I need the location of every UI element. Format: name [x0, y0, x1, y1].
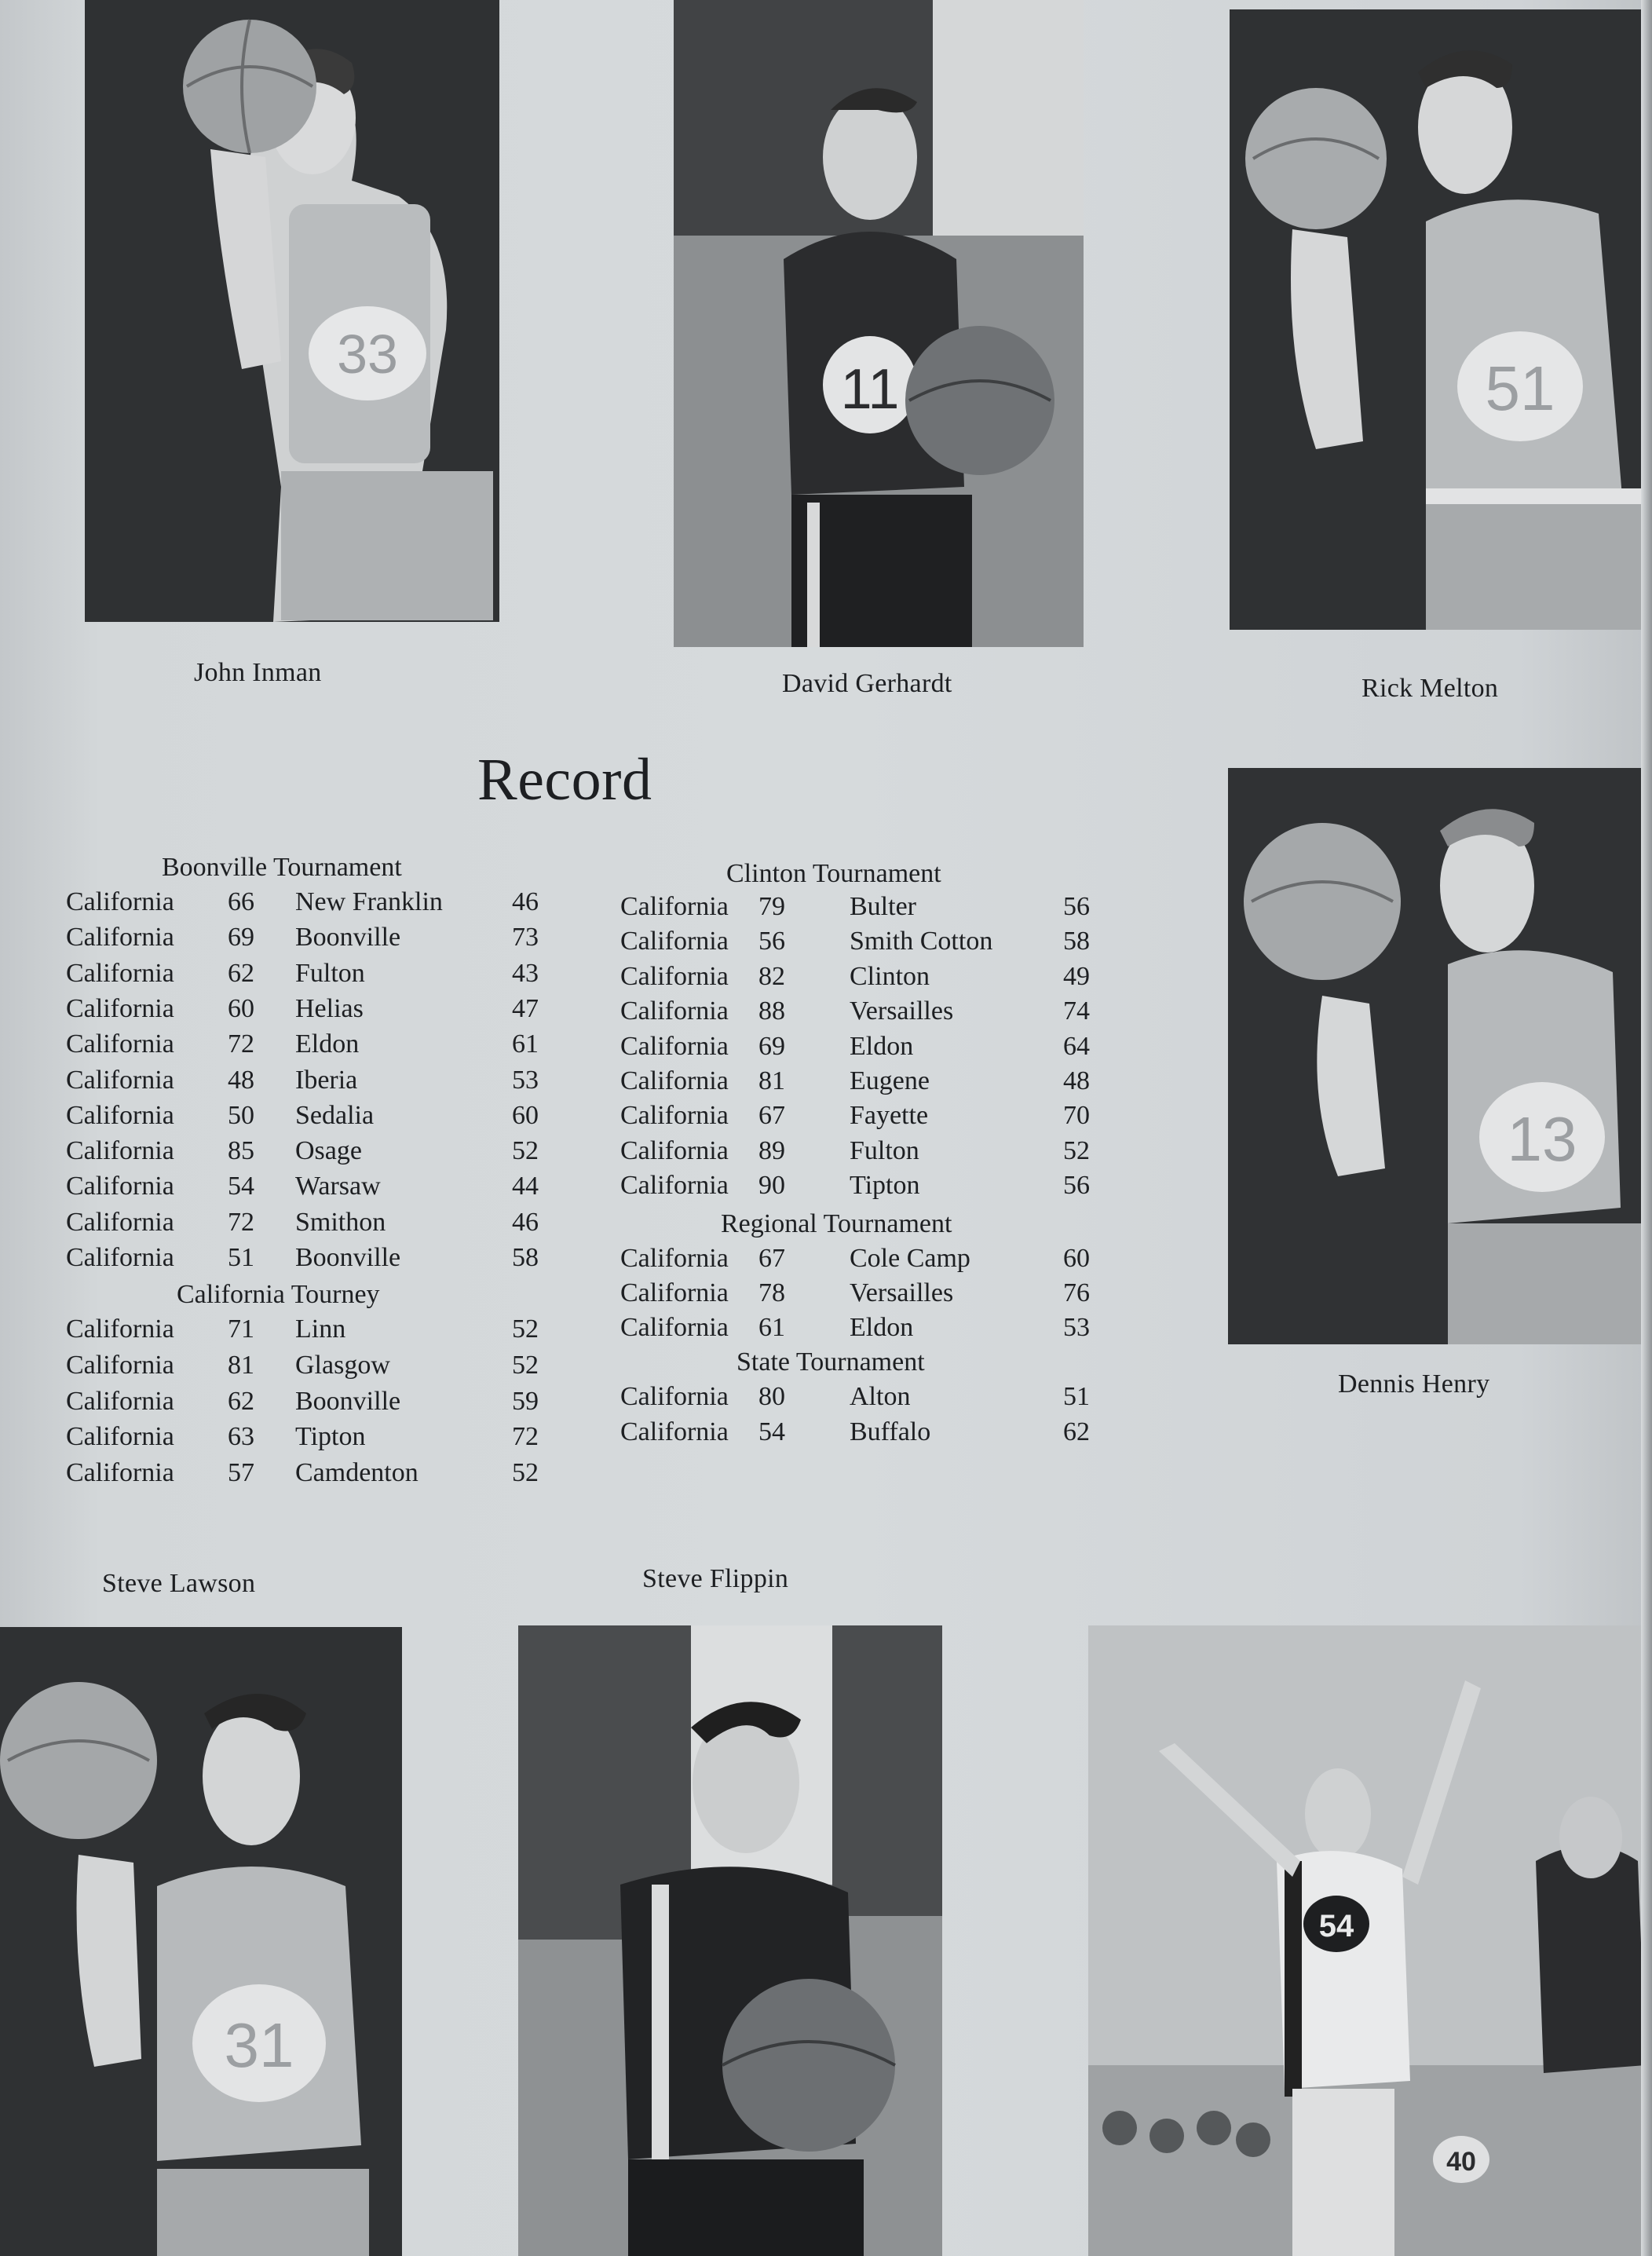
opponent-name: Versailles	[850, 1278, 954, 1307]
page-edge	[1641, 0, 1652, 2256]
opponent-score: 60	[512, 1100, 539, 1130]
opponent-score: 56	[1063, 892, 1090, 921]
team-score: 63	[228, 1422, 254, 1452]
team-score: 61	[758, 1313, 785, 1342]
team-score: 51	[228, 1243, 254, 1272]
opponent-name: Warsaw	[295, 1172, 381, 1201]
team-name: California	[66, 1422, 174, 1452]
heading-clinton-tournament: Clinton Tournament	[726, 859, 941, 888]
team-name: California	[66, 1386, 174, 1416]
game-row	[620, 1032, 1107, 1066]
team-score: 48	[228, 1065, 254, 1095]
opponent-name: Osage	[295, 1136, 362, 1166]
team-name: California	[620, 996, 729, 1026]
game-row	[620, 1382, 1107, 1417]
photo-david-gerhardt	[674, 0, 1084, 647]
opponent-name: Eugene	[850, 1066, 930, 1095]
team-name: California	[66, 1458, 174, 1488]
opponent-name: Bulter	[850, 892, 916, 921]
game-row	[66, 1387, 553, 1421]
caption-steve-lawson: Steve Lawson	[102, 1569, 256, 1598]
team-score: 79	[758, 892, 785, 921]
team-name: California	[66, 1207, 174, 1237]
photo-steve-lawson	[0, 1627, 402, 2256]
opponent-name: Glasgow	[295, 1350, 390, 1380]
opponent-name: Camdenton	[295, 1458, 418, 1488]
jersey-number: 51	[1485, 353, 1555, 423]
team-name: California	[66, 1172, 174, 1201]
team-name: California	[620, 1244, 729, 1273]
game-row	[620, 1313, 1107, 1347]
opponent-name: Fayette	[850, 1101, 929, 1131]
team-name: California	[620, 1031, 729, 1061]
opponent-score: 70	[1063, 1101, 1090, 1131]
game-row	[66, 1172, 553, 1206]
opponent-score: 52	[1063, 1135, 1090, 1165]
game-row	[66, 1136, 553, 1171]
opponent-name: Tipton	[850, 1171, 920, 1201]
game-row	[620, 996, 1107, 1031]
team-name: California	[620, 1171, 729, 1201]
game-row	[66, 1029, 553, 1064]
team-name: California	[620, 1382, 729, 1411]
team-score: 89	[758, 1135, 785, 1165]
team-score: 62	[228, 1386, 254, 1416]
opponent-name: Tipton	[295, 1422, 366, 1452]
team-score: 78	[758, 1278, 785, 1307]
team-name: California	[66, 1136, 174, 1166]
team-score: 69	[228, 923, 254, 952]
opponent-score: 59	[512, 1386, 539, 1416]
team-name: California	[620, 1135, 729, 1165]
caption-steve-flippin: Steve Flippin	[642, 1564, 789, 1593]
opponent-score: 53	[1063, 1313, 1090, 1342]
opponent-score: 53	[512, 1065, 539, 1095]
game-row	[620, 1101, 1107, 1135]
photo-steve-flippin	[518, 1625, 942, 2256]
team-score: 67	[758, 1101, 785, 1131]
opponent-name: Clinton	[850, 961, 930, 991]
opponent-score: 52	[512, 1350, 539, 1380]
opponent-name: Smithon	[295, 1207, 386, 1237]
opponent-name: Helias	[295, 993, 364, 1023]
game-row	[620, 1136, 1107, 1171]
team-score: 56	[758, 927, 785, 956]
opponent-score: 46	[512, 1207, 539, 1237]
opponent-name: Alton	[850, 1382, 911, 1411]
opponent-name: Eldon	[850, 1031, 914, 1061]
team-name: California	[620, 927, 729, 956]
game-row	[620, 892, 1107, 927]
opponent-name: Linn	[295, 1314, 346, 1344]
opponent-score: 74	[1063, 996, 1090, 1026]
team-name: California	[620, 1417, 729, 1446]
game-row	[66, 959, 553, 993]
team-score: 54	[228, 1172, 254, 1201]
opponent-name: Smith Cotton	[850, 927, 993, 956]
jersey-number: 11	[840, 358, 900, 421]
heading-state-tournament: State Tournament	[736, 1347, 925, 1377]
opponent-score: 48	[1063, 1066, 1090, 1095]
game-row	[66, 1314, 553, 1349]
team-score: 72	[228, 1207, 254, 1237]
game-row	[66, 1243, 553, 1278]
opponent-name: New Franklin	[295, 887, 443, 916]
team-score: 67	[758, 1244, 785, 1273]
caption-john-inman: John Inman	[194, 658, 322, 687]
opponent-score: 49	[1063, 961, 1090, 991]
opponent-score: 73	[512, 923, 539, 952]
opponent-score: 52	[512, 1314, 539, 1344]
team-score: 72	[228, 1029, 254, 1059]
game-row	[620, 927, 1107, 961]
team-name: California	[66, 1065, 174, 1095]
jersey-number: 40	[1446, 2147, 1476, 2177]
game-row	[620, 1417, 1107, 1452]
game-row	[66, 887, 553, 922]
team-score: 57	[228, 1458, 254, 1488]
game-row	[620, 962, 1107, 996]
opponent-name: Boonville	[295, 1386, 401, 1416]
opponent-score: 64	[1063, 1031, 1090, 1061]
team-score: 80	[758, 1382, 785, 1411]
opponent-name: Buffalo	[850, 1417, 931, 1446]
opponent-score: 52	[512, 1136, 539, 1166]
opponent-score: 51	[1063, 1382, 1090, 1411]
team-name: California	[620, 1313, 729, 1342]
heading-boonville-tournament: Boonville Tournament	[162, 853, 402, 882]
team-score: 81	[228, 1350, 254, 1380]
opponent-score: 58	[1063, 927, 1090, 956]
team-name: California	[66, 1314, 174, 1344]
opponent-score: 62	[1063, 1417, 1090, 1446]
team-name: California	[66, 1350, 174, 1380]
team-score: 81	[758, 1066, 785, 1095]
heading-regional-tournament: Regional Tournament	[721, 1209, 952, 1238]
team-name: California	[620, 1066, 729, 1095]
opponent-score: 44	[512, 1172, 539, 1201]
team-score: 88	[758, 996, 785, 1026]
opponent-name: Sedalia	[295, 1100, 375, 1130]
opponent-score: 56	[1063, 1171, 1090, 1201]
opponent-score: 61	[512, 1029, 539, 1059]
opponent-name: Versailles	[850, 996, 954, 1026]
opponent-name: Fulton	[850, 1135, 919, 1165]
game-row	[66, 994, 553, 1029]
game-row	[66, 1458, 553, 1493]
game-row	[66, 1066, 553, 1100]
game-row	[620, 1244, 1107, 1278]
opponent-score: 60	[1063, 1244, 1090, 1273]
team-name: California	[66, 1029, 174, 1059]
photo-dennis-henry	[1228, 768, 1641, 1344]
jersey-number: 54	[1318, 1909, 1354, 1943]
photo-rick-melton	[1230, 9, 1641, 630]
team-score: 50	[228, 1100, 254, 1130]
record-title: Record	[477, 747, 652, 813]
team-score: 62	[228, 958, 254, 988]
caption-david-gerhardt: David Gerhardt	[782, 669, 952, 698]
jersey-number: 31	[224, 2010, 294, 2080]
team-name: California	[620, 1101, 729, 1131]
team-score: 85	[228, 1136, 254, 1166]
team-name: California	[66, 958, 174, 988]
opponent-score: 72	[512, 1422, 539, 1452]
photo-john-inman	[85, 0, 499, 622]
game-row	[66, 1101, 553, 1135]
caption-rick-melton: Rick Melton	[1361, 674, 1499, 703]
team-name: California	[66, 1243, 174, 1272]
opponent-name: Iberia	[295, 1065, 358, 1095]
team-score: 66	[228, 887, 254, 916]
team-name: California	[620, 892, 729, 921]
opponent-name: Eldon	[295, 1029, 360, 1059]
game-row	[66, 1208, 553, 1242]
opponent-score: 46	[512, 887, 539, 916]
team-name: California	[620, 1278, 729, 1307]
team-score: 71	[228, 1314, 254, 1344]
game-row	[66, 923, 553, 957]
opponent-name: Eldon	[850, 1313, 914, 1342]
team-name: California	[66, 993, 174, 1023]
team-name: California	[66, 923, 174, 952]
opponent-score: 52	[512, 1458, 539, 1488]
team-score: 69	[758, 1031, 785, 1061]
game-row	[620, 1278, 1107, 1313]
opponent-name: Cole Camp	[850, 1244, 970, 1273]
game-row	[66, 1351, 553, 1385]
team-name: California	[66, 887, 174, 916]
opponent-name: Fulton	[295, 958, 365, 988]
game-row	[620, 1066, 1107, 1101]
caption-dennis-henry: Dennis Henry	[1338, 1369, 1490, 1399]
game-row	[620, 1171, 1107, 1205]
team-score: 54	[758, 1417, 785, 1446]
game-row	[66, 1422, 553, 1457]
heading-california-tourney: California Tourney	[177, 1280, 380, 1309]
team-name: California	[66, 1100, 174, 1130]
opponent-score: 43	[512, 958, 539, 988]
opponent-name: Boonville	[295, 923, 401, 952]
photo-game-action	[1088, 1625, 1652, 2256]
team-score: 82	[758, 961, 785, 991]
team-score: 90	[758, 1171, 785, 1201]
team-score: 60	[228, 993, 254, 1023]
opponent-name: Boonville	[295, 1243, 401, 1272]
jersey-number: 33	[337, 324, 398, 385]
opponent-score: 76	[1063, 1278, 1090, 1307]
team-name: California	[620, 961, 729, 991]
jersey-number: 13	[1507, 1104, 1577, 1174]
opponent-score: 58	[512, 1243, 539, 1272]
opponent-score: 47	[512, 993, 539, 1023]
